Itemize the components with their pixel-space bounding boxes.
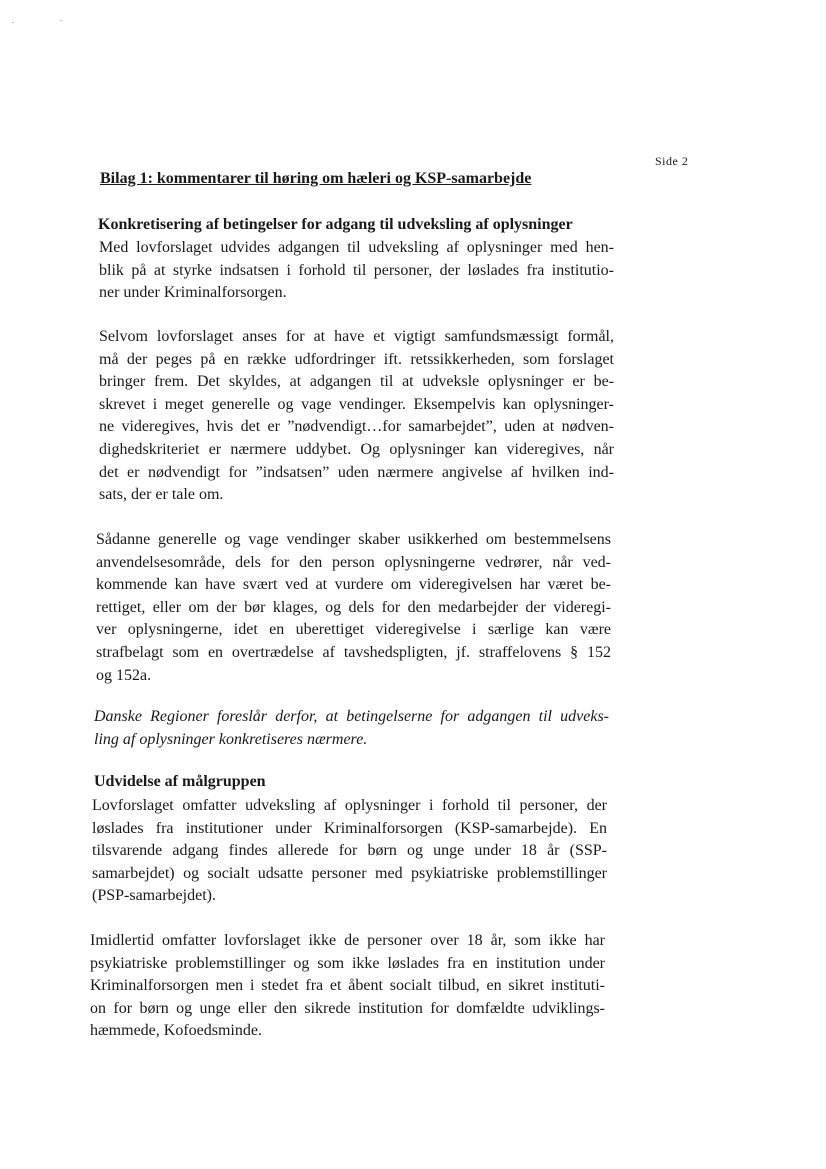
text-line: dighedskriteriet er nærmere uddybet. Og oplysninger kan videregives, når bbox=[99, 440, 614, 458]
text-line: løslades fra institutioner under Kriminalforsorgen (KSP-samarbejde). En bbox=[92, 819, 607, 837]
text-line: tilsvarende adgang findes allerede for børn og unge under 18 år (SSP- bbox=[92, 842, 607, 860]
text-line: ne videregives, hvis det er ”nødvendigt…for samarbejdet”, uden at nødven- bbox=[99, 418, 614, 436]
text-line: hæmmede, Kofoedsminde. bbox=[90, 1022, 262, 1040]
paragraph bbox=[92, 795, 607, 908]
text-line: kommende kan have svært ved at vurdere om videregivelsen har været be- bbox=[96, 576, 611, 594]
text-line: må der peges på en række udfordringer ift. retssikkerheden, som forslaget bbox=[99, 350, 614, 368]
text-line: on for børn og unge eller den sikrede institution for domfældte udviklings- bbox=[90, 999, 605, 1017]
text-line: ner under Kriminalforsorgen. bbox=[99, 284, 287, 302]
text-line: Sådanne generelle og vage vendinger skaber usikkerhed om bestemmelsens bbox=[96, 531, 611, 548]
recommendation-paragraph bbox=[94, 706, 609, 751]
section-heading: Konkretisering af betingelser for adgang til udveksling af oplysninger bbox=[98, 216, 573, 233]
text-line: samarbejdet) og socialt udsatte personer med psykiatriske problemstillinger bbox=[92, 864, 607, 882]
document-title: Bilag 1: kommentarer til høring om hæleri og KSP-samarbejde bbox=[100, 170, 532, 187]
paragraph bbox=[99, 326, 614, 507]
paragraph bbox=[96, 529, 611, 687]
text-line: Danske Regioner foreslår derfor, at betingelserne for adgangen til udveks- bbox=[94, 708, 609, 725]
scan-artifact bbox=[12, 22, 14, 23]
text-line: ling af oplysninger konkretiseres nærmere. bbox=[94, 730, 368, 748]
scan-artifact bbox=[60, 20, 62, 21]
text-line: (PSP-samarbejdet). bbox=[92, 887, 216, 905]
text-line: det er nødvendigt for ”indsatsen” uden nærmere angivelse af hvilken ind- bbox=[99, 463, 614, 481]
text-line: Lovforslaget omfatter udveksling af oplysninger i forhold til personer, der bbox=[92, 797, 607, 814]
text-line: Selvom lovforslaget anses for at have et vigtigt samfundsmæssigt formål, bbox=[99, 328, 614, 345]
section-1-heading-block bbox=[98, 214, 613, 237]
text-line: og 152a. bbox=[96, 666, 152, 684]
paragraph bbox=[90, 930, 605, 1043]
text-line: psykiatriske problemstillinger og som ikke løslades fra en institution under bbox=[90, 954, 605, 972]
page-number: Side 2 bbox=[655, 154, 689, 168]
text-line: sats, der er tale om. bbox=[99, 486, 224, 504]
text-line: skrevet i meget generelle og vage vendinger. Eksempelvis kan oplysninger- bbox=[99, 395, 614, 413]
text-line: anvendelsesområde, dels for den person oplysningerne vedrører, når ved- bbox=[96, 553, 611, 571]
text-line: Kriminalforsorgen men i stedet fra et åbent socialt tilbud, en sikret instituti- bbox=[90, 977, 605, 995]
text-line: ver oplysningerne, idet en uberettiget videregivelse i særlige kan være bbox=[96, 621, 611, 639]
section-heading: Udvidelse af målgruppen bbox=[94, 773, 266, 790]
text-line: strafbelagt som en overtrædelse af tavshedspligten, jf. straffelovens § 152 bbox=[96, 643, 611, 661]
text-line: blik på at styrke indsatsen i forhold til personer, der løslades fra institutio- bbox=[99, 261, 614, 279]
section-2-heading-block bbox=[94, 771, 609, 794]
text-line: bringer frem. Det skyldes, at adgangen til at udveksle oplysninger er be- bbox=[99, 373, 614, 391]
text-line: Med lovforslaget udvides adgangen til udveksling af oplysninger med hen- bbox=[99, 239, 614, 256]
text-line: Imidlertid omfatter lovforslaget ikke de personer over 18 år, som ikke har bbox=[90, 932, 605, 949]
text-line: rettiget, eller om der bør klages, og dels for den medarbejder der videregi- bbox=[96, 598, 611, 616]
paragraph bbox=[99, 237, 614, 305]
